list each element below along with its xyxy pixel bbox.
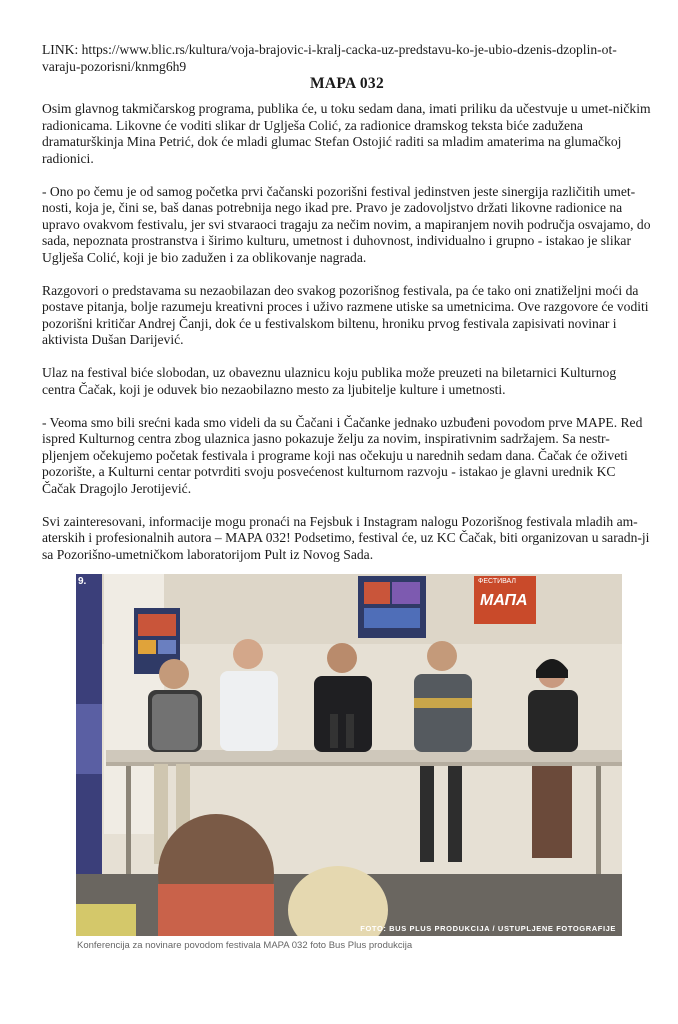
paragraph-talks: Razgovori o predstavama su nezaobilazan deo svakog pozorišnog festivala, pa će tako oni znatiželjni moći da postave pitanja, bolje razumeju kreativni proces i uživo razmene utiske sa umetnicima. Ove razgovore će voditi pozorišni kritičar Andrej Čanji, dok će u festivalskom biltenu, hroniku prvog festivala zapisivati novinar i aktivista Dušan Darijević. [42, 282, 649, 347]
poster-label-main: МАПА [480, 592, 528, 609]
paragraph-colic-quote: - Ono po čemu je od samog početka prvi čačanski pozorišni festival jedinstven jeste sinergija različitih umet-nosti, koja je, čini se, baš danas potrebnija nego ikad pre. Pravo je zadovoljstvo držati likovne radionice na upravo ovakvom festivalu, jer svi stvaraoci tragaju za nečim novim, a mapiranjem novih područja osvajamo, do sada, nepoznata prostranstva i širimo kulturu, umetnost i duhovnost, individualno i grupno - istakao je slikar Uglješa Colić, koji je bio zadužen i za oblikovanje nagrada. [42, 183, 651, 265]
banner-number: 9. [78, 576, 87, 587]
source-link[interactable]: LINK: https://www.blic.rs/kultura/voja-brajovic-i-kralj-cacka-uz-predstavu-ko-je-ubio-dzenis-dzoplin-ot-varaju-pozorisni/knmg6h9 [42, 42, 617, 74]
speaker-3 [327, 643, 357, 673]
photo-caption: Konferencija za novinare povodom festivala MAPA 032 foto Bus Plus produkcija [77, 940, 413, 951]
paragraph-entry: Ulaz na festival biće slobodan, uz obaveznu ulaznicu koju publika može preuzeti na biletarnici Kulturnog centra Čačak, koji je oduvek bio nezaobilazno mesto za ljubitelje kulture i umetnosti. [42, 365, 617, 397]
photo-illustration [76, 574, 622, 936]
press-conference-photo [76, 574, 622, 936]
speaker-4 [427, 641, 457, 671]
page-title: MAPA 032 [309, 75, 384, 92]
press-conference-figure [76, 574, 622, 951]
paragraph-info: Svi zainteresovani, informacije mogu pronaći na Fejsbuk i Instagram nalogu Pozorišnog festivala mladih am-aterskih i profesionalnih autora – MAPA 032! Podsetimo, festival će, uz KC Čačak, biti organizovan u saradn-ji sa Pozorišno-umetničkom laboratorijom Pult iz Novog Sada. [42, 513, 650, 562]
speaker-2 [233, 639, 263, 669]
paragraph-jerotijevic-quote: - Veoma smo bili srećni kada smo videli da su Čačani i Čačanke jednako uzbuđeni povodom prve MAPE. Red ispred Kulturnog centra zbog ulaznica jasno pokazuje želju za novim, inspirativnim sadržajem. Sa nestr-pljenjem očekujemo početak festivala i programe koji nas očekuju u narednih sedam dana. Čačak će oživeti pozorište, a Kulturni centar potvrditi svoju posvećenost kulturnom razvoju - istakao je glavni urednik KC Čačak Dragojlo Jerotijević. [42, 414, 643, 496]
photo-credit: FOTO: BUS PLUS PRODUKCIJA / USTUPLJENE FOTOGRAFIJE [360, 924, 616, 933]
document-body [42, 42, 652, 580]
paragraph-workshops: Osim glavnog takmičarskog programa, publika će, u toku sedam dana, imati priliku da učestvuje u umet-ničkim radionicama. Likovne će voditi slikar dr Uglješa Colić, za radionice dramskog teksta biće zadužena dramaturškinja Mina Petrić, dok će mladi glumac Stefan Ostojić raditi sa mladim amaterima na glumačkoj radionici. [42, 101, 651, 166]
poster-label-top: ФЕСТИВАЛ [478, 578, 516, 585]
speaker-1 [159, 659, 189, 689]
